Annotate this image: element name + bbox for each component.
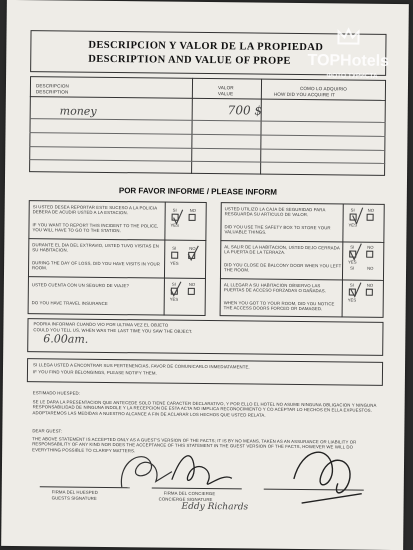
third-signature — [294, 452, 363, 504]
form-title-es: DESCRIPCION Y VALOR DE LA PROPIEDAD — [88, 39, 324, 54]
rq-safebox-es: USTED UTILIZO LA CAJA DE SEGURIDAD PARA RESGUARDA SU ARTICULO DE VALOR. — [224, 206, 326, 218]
lq-insurance-en: DO YOU HAVE TRAVEL INSURANCE — [31, 300, 108, 306]
col-desc-es: DESCRIPCION — [35, 83, 70, 89]
check-mark-police-yes — [174, 210, 183, 224]
check-mark-terrace-no — [350, 244, 361, 260]
crown-icon — [338, 29, 358, 43]
inform-title: POR FAVOR INFORME / PLEASE INFORM — [118, 186, 278, 197]
lq-visits-es: DURANTE EL DIA DEL EXTRAVIO, USTED TUVO VISITAS EN SU HABITACION. — [32, 242, 160, 253]
check-mark-insurance-yes — [171, 282, 181, 296]
rq-doors-es: AL LLEGAR A SU HABITACION OBSERVO LAS PUERTAS DE ACCESO FORZADAS O DAÑADAS. — [223, 282, 327, 294]
check-mark-doors-no — [351, 283, 361, 297]
rq-doors-en: WHEN YOU GOT TO YOUR ROOM, DID YOU NOTICE THE ACCESS DOORS FORCED OR DAMAGED. — [223, 300, 335, 312]
time-question-es: PODRIA INFORMAR CUANDO VIO POR ULTIMA VEZ EL OBJETO — [33, 321, 169, 328]
check-mark-safebox-no — [353, 208, 363, 224]
concierge-sig-es: FIRMA DEL CONCIERGE — [163, 490, 216, 497]
check-mark-visits-no — [188, 246, 198, 260]
col-value-en: VALUE — [217, 91, 234, 97]
watermark-brand: TOPHotels — [307, 52, 390, 70]
rq-terrace-en: DID YOU CLOSE DE BALCONY DOOR WHEN YOU LEFT THE ROOM. — [224, 262, 342, 273]
signatures — [31, 440, 392, 544]
watermark-sub: ФОТО ТУРИСТА — [326, 72, 378, 80]
entry-value: 700 $ — [227, 103, 263, 118]
estimado-label: ESTIMADO HUESPED: — [32, 390, 81, 396]
concierge-sig-en: CONCIERGE SIGNATURE — [158, 496, 213, 503]
guest-sig-es: FIRMA DEL HUESPED — [51, 489, 98, 495]
disclaimer-en: THE ABOVE STATEMENT IS ACCEPTED ONLY AS A GUEST'S VERSION OF THE FACTS; IT IS BY NO MEANS, TAKEN AS AN ASSURANCE OR LIABILITY OR RESPONSABILITY OF ANY KIND NOR DOES THE ACCEPTANCE OF THIS STATEMENT IN THE GUEST VERSION OF THE FACTS, HOWEVER WE WILL DO EVERYTHING POSSIBLE TO CLARIFY MATTERS. — [32, 436, 357, 454]
rq-safebox-en: DID YOU USE THE SAFETY BOX TO STORE YOUR VALUABLE THINGS. — [224, 224, 331, 236]
form-title-en: DESCRIPTION AND VALUE OF PROPE — [88, 53, 291, 67]
found-es: SI LLEGA USTED A ENCONTRAR SUS PERTENENCIAS, FAVOR DE COMUNICARLO INMEDIATAMENTE. — [33, 362, 250, 370]
report-form: DESCRIPCION Y VALOR DE LA PROPIEDAD DESCRIPTION AND VALUE OF PROPE DESCRIPCION DESCRIPTION VALOR VALUE COMO LO ADQUIRIO HOW DID YOU ACQUIRE IT money 700 $ POR FAVOR INFORME / PLEASE INFORM SI USTED DESEA REPORTAR ESTE SUCESO A LA POLICIA DEBERA DE ACUDIR USTED A LA ESTACION. IF YOU WANT TO REPORT THIS INCIDENT TO THE POLICE, YOU WILL HAVE TO GO TO THE STATION. DURANTE EL DIA DEL EXTRAVIO, USTED TUVO VISITAS EN SU HABITACION. DURING THE DAY OF LOSS, DID YOU HAVE VISITS IN YOUR ROOM. USTED CUENTA CON UN SEGURO DE VIAJE? DO YOU HAVE TRAVEL INSURANCE SI NO YES SI NO YES SI NO YES USTED UTILIZO LA CAJA DE SEGURIDAD PARA RESGUARDA SU ARTICULO DE VALOR. DID YOU USE THE SAFETY BOX TO STORE YOUR VALUABLE THINGS. AL SALIR DE LA HABITACION, USTED DEJO CERRADA LA PUERTA DE LA TERRAZA. DID YOU CLOSE DE BALCONY DOOR WHEN YOU LEFT THE ROOM. AL LLEGAR A SU HABITACION OBSERVO LAS PUERTAS DE ACCESO FORZADAS O DAÑADAS. WHEN YOU GOT TO YOUR ROOM, DID YOU NOTICE THE ACCESS DOORS FORCED OR DAMAGED. SI NO YES SI NO YES SI NO SI NO YES PODRIA INFORMAR CUANDO VIO POR ULTIMA VEZ EL OBJETO COULD YOU TELL US, WHEN WAS THE LAST TIME YOU SAW THE OBJECT. 6.00am. SI LLEGA USTED A ENCONTRAR SUS PERTENENCIAS, FAVOR DE COMUNICARLO INMEDIATAMENTE. IF YOU FIND YOUR BELONGINGS, PLEASE NOTIFY THEM. ESTIMADO HUESPED: SE LE DARA LA PRESENTACION QUE ANTECEDE SOLO TIENE CARACTER DECLARATIVO, Y POR ELLO EL HOTEL NO ASUME NINGUNA OBLIGACION Y NINGUNA RESPONSABILIDAD DE NINGUNA INDOLE Y LA RECEPCION DE ESTA ACTA NO IMPLICA RECONOCIMIENTO Y CO ACEPTAR LO HECHOS EN ELLA EXPUESTOS. ADOPTAREMOS LAS MEDIDAS A NUESTRO ALCANCE A FIN DE ACLARAR LOS HECHOS QUE USTED RELATA. DEAR GUEST: THE ABOVE STATEMENT IS ACCEPTED ONLY AS A GUEST'S VERSION OF THE FACTS; IT IS BY NO MEANS, TAKEN AS AN ASSURANCE OR LIABILITY OR RESPONSABILITY OF ANY KIND NOR DOES THE ACCEPTANCE OF THIS STATEMENT IN THE GUEST VERSION OF THE FACTS, HOWEVER WE WILL DO EVERYTHING POSSIBLE TO CLARIFY MATTERS. FIRMA DEL HUESPED GUESTS SIGNATURE FIRMA DEL CONCIERGE CONCIERGE SIGNATURE Eddy Richards TOPHotels ФОТО ТУРИСТА — [1, 0, 409, 550]
concierge-name: Eddy Richards — [181, 501, 249, 513]
lq-visits-en: DURING THE DAY OF LOSS, DID YOU HAVE VISITS IN YOUR ROOM. — [32, 260, 160, 271]
entry-description: money — [59, 104, 97, 118]
dear-label: DEAR GUEST: — [32, 428, 63, 434]
col-desc-en: DESCRIPTION — [35, 89, 69, 95]
concierge-signature — [172, 456, 232, 485]
tophotels-watermark — [298, 27, 399, 90]
found-en: IF YOU FIND YOUR BELONGINGS, PLEASE NOTIFY THEM. — [32, 369, 157, 376]
guest-sig-en: GUESTS SIGNATURE — [51, 495, 97, 501]
lq-police-es: SI USTED DESEA REPORTAR ESTE SUCESO A LA POLICIA DEBERA DE ACUDIR USTED A LA ESTACION. — [32, 204, 158, 216]
col-how-es: COMO LO ADQUIRIO — [299, 85, 348, 92]
lq-insurance-es: USTED CUENTA CON UN SEGURO DE VIAJE? — [31, 282, 130, 289]
guest-signature — [121, 456, 172, 487]
lq-police-en: IF YOU WANT TO REPORT THIS INCIDENT TO THE POLICE, YOU WILL HAVE TO GO TO THE STATION. — [32, 222, 159, 234]
check-marks — [164, 202, 385, 318]
col-how-en: HOW DID YOU ACQUIRE IT — [273, 91, 335, 98]
time-answer: 6.00am. — [43, 332, 89, 346]
time-question-en: COULD YOU TELL US, WHEN WAS THE LAST TIME YOU SAW THE OBJECT. — [33, 327, 193, 334]
rq-terrace-es: AL SALIR DE LA HABITACION, USTED DEJO CERRADA LA PUERTA DE LA TERRAZA. — [224, 244, 340, 256]
disclaimer-es: SE LE DARA LA PRESENTACION QUE ANTECEDE SOLO TIENE CARACTER DECLARATIVO, Y POR ELLO EL HOTEL NO ASUME NINGUNA OBLIGACION Y NINGUNA RESPONSABILIDAD DE NINGUNA INDOLE Y LA RECEPCION DE ESTA ACTA NO IMPLICA RECONOCIMIENTO Y CO ACEPTAR LO HECHOS EN ELLA EXPUESTOS. ADOPTAREMOS LAS MEDIDAS A NUESTRO ALCANCE A FIN DE ACLARAR LOS HECHOS QUE USTED RELATA. — [32, 399, 377, 418]
col-value-es: VALOR — [217, 85, 234, 91]
